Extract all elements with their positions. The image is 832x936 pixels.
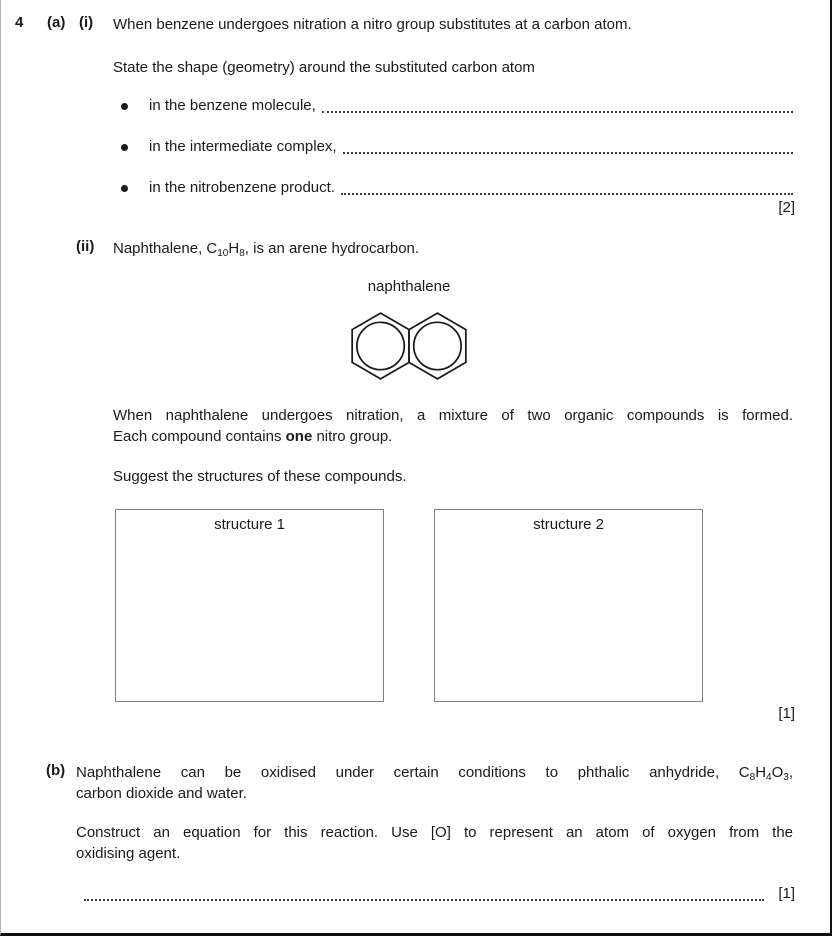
part-b-label: (b)	[46, 762, 66, 779]
structure-2-label: structure 2	[533, 516, 604, 533]
bullet-icon	[121, 103, 128, 110]
b-answer-row	[84, 884, 795, 904]
naphthalene-structure-diagram	[351, 311, 467, 381]
b-paragraph2-line2: oxidising agent.	[76, 845, 181, 862]
marks-badge-a-ii: [1]	[778, 705, 795, 722]
part-ii-label: (ii)	[76, 238, 95, 255]
b-paragraph2-line1: Construct an equation for this reaction. Use [O] to represent an atom of oxygen from the	[76, 824, 793, 841]
structure-1-label: structure 1	[214, 516, 285, 533]
a-i-prompt-text: State the shape (geometry) around the substituted carbon atom	[113, 59, 535, 76]
bullet-icon	[121, 144, 128, 151]
part-a-label: (a)	[47, 14, 66, 31]
a-ii-paragraph-line1: When naphthalene undergoes nitration, a mixture of two organic compounds is formed.	[113, 407, 793, 424]
bullet-item-benzene	[121, 96, 793, 116]
b-paragraph1-line1: Naphthalene can be oxidised under certain conditions to phthalic anhydride, $C_8H_4O_3$,	[76, 764, 793, 783]
question-number: 4	[15, 14, 24, 31]
marks-badge-a-i: [2]	[778, 199, 795, 216]
dotted-answer-line[interactable]	[322, 110, 793, 113]
bullet-label: in the intermediate complex,	[149, 138, 337, 155]
marks-badge-b: [1]	[778, 885, 795, 902]
a-ii-intro-text: Naphthalene, $C_{10}H_8$, is an arene hydrocarbon.	[113, 240, 420, 259]
a-i-intro-text: When benzene undergoes nitration a nitro group substitutes at a carbon atom.	[113, 16, 632, 33]
bullet-label: in the benzene molecule,	[149, 97, 316, 114]
structure-2-answer-box[interactable]	[434, 509, 703, 702]
a-ii-paragraph-line2: Each compound contains one nitro group.	[113, 428, 393, 445]
bullet-item-intermediate	[121, 137, 793, 157]
dotted-answer-line[interactable]	[341, 192, 793, 195]
a-ii-suggest-text: Suggest the structures of these compounds.	[113, 468, 407, 485]
bullet-label: in the nitrobenzene product.	[149, 179, 335, 196]
dotted-answer-line[interactable]	[343, 151, 793, 154]
dotted-answer-line[interactable]	[84, 898, 764, 901]
bullet-icon	[121, 185, 128, 192]
part-i-label: (i)	[79, 14, 94, 31]
naphthalene-diagram-label: naphthalene	[367, 278, 451, 295]
structure-1-answer-box[interactable]	[115, 509, 384, 702]
bullet-item-nitrobenzene	[121, 178, 793, 198]
naphthalene-skeletal-svg	[351, 311, 467, 381]
b-paragraph1-line2: carbon dioxide and water.	[76, 785, 247, 802]
